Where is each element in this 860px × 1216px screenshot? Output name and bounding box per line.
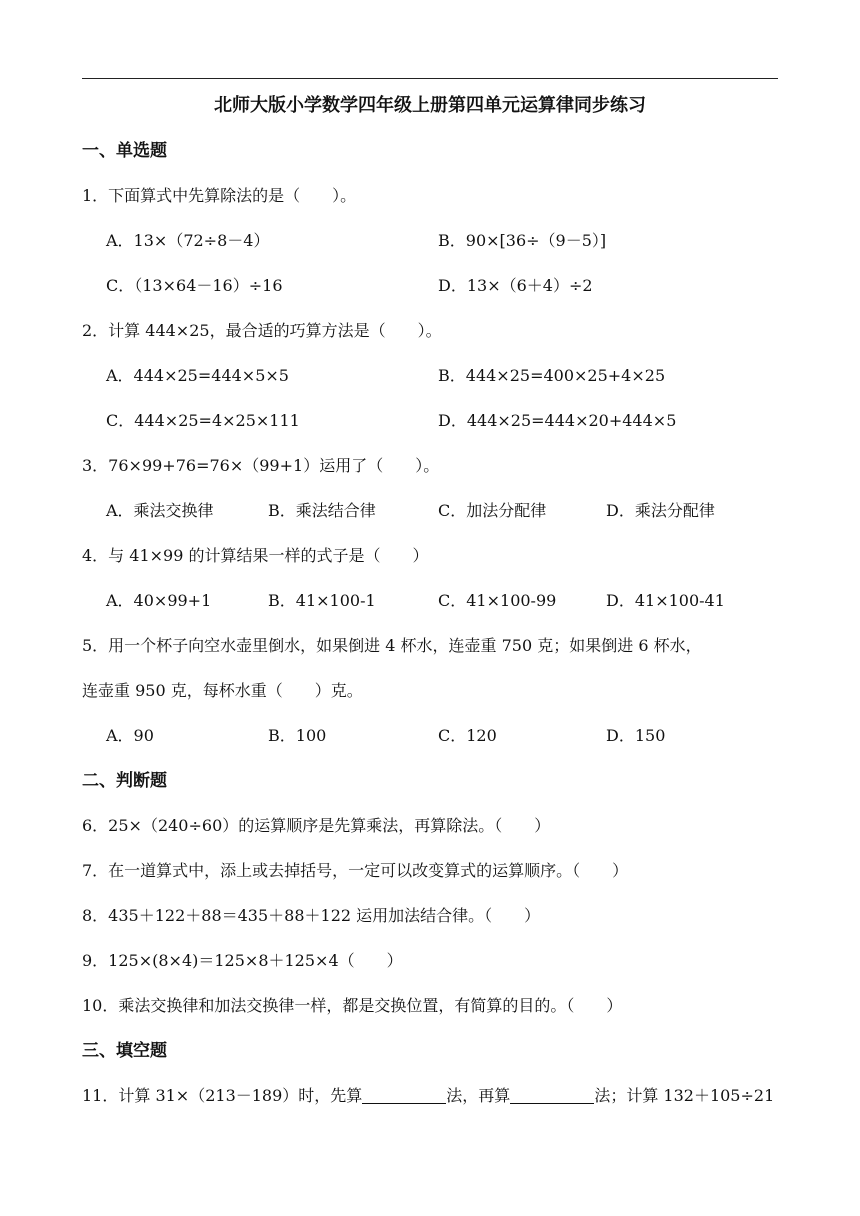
question-7: 7．在一道算式中，添上或去掉括号，一定可以改变算式的运算顺序。（ ） <box>82 861 629 880</box>
answer-blank-2[interactable] <box>510 1087 594 1104</box>
question-9: 9．125×(8×4)＝125×8＋125×4（ ） <box>82 951 403 970</box>
option-a: A．40×99+1 <box>106 591 212 610</box>
question-5-stem-line-2: 连壶重 950 克，每杯水重（ ）克。 <box>82 681 363 700</box>
question-8: 8．435＋122＋88＝435＋88＋122 运用加法结合律。（ ） <box>82 906 541 925</box>
section-heading-fill-blank: 三、填空题 <box>82 1041 167 1061</box>
option-c: C．444×25=4×25×111 <box>106 411 300 430</box>
question-1-stem: 1．下面算式中先算除法的是（ ）。 <box>82 186 357 205</box>
question-2-options <box>106 410 786 432</box>
question-11 <box>82 1085 782 1107</box>
option-c: C．（13×64－16）÷16 <box>106 276 283 295</box>
question-11-part-3: 法；计算 132＋105÷21 <box>594 1086 775 1105</box>
option-a: A．13×（72÷8－4） <box>106 231 270 250</box>
option-c: C．加法分配律 <box>438 501 547 520</box>
question-5-options <box>106 725 786 747</box>
question-4-stem: 4．与 41×99 的计算结果一样的式子是（ ） <box>82 546 429 565</box>
page-title: 北师大版小学数学四年级上册第四单元运算律同步练习 <box>214 95 646 116</box>
option-b: B．100 <box>268 726 327 745</box>
question-1-options <box>106 275 786 297</box>
section-heading-single-choice: 一、单选题 <box>82 141 167 161</box>
option-a: A．90 <box>106 726 154 745</box>
question-6: 6．25×（240÷60）的运算顺序是先算乘法，再算除法。（ ） <box>82 816 551 835</box>
section-heading-true-false: 二、判断题 <box>82 771 167 791</box>
option-d: D．150 <box>606 726 666 745</box>
option-d: D．13×（6＋4）÷2 <box>438 276 593 295</box>
answer-blank-1[interactable] <box>362 1087 446 1104</box>
option-c: C．41×100-99 <box>438 591 557 610</box>
question-4-options <box>106 590 786 612</box>
option-b: B．90×[36÷（9－5）] <box>438 231 607 250</box>
question-2-stem: 2．计算 444×25，最合适的巧算方法是（ ）。 <box>82 321 442 340</box>
question-1-options <box>106 230 786 252</box>
option-a: A．乘法交换律 <box>106 501 214 520</box>
option-b: B．444×25=400×25+4×25 <box>438 366 666 385</box>
option-d: D．乘法分配律 <box>606 501 715 520</box>
option-b: B．41×100-1 <box>268 591 376 610</box>
option-c: C．120 <box>438 726 497 745</box>
question-10: 10．乘法交换律和加法交换律一样，都是交换位置，有简算的目的。（ ） <box>82 996 623 1015</box>
question-3-stem: 3．76×99+76=76×（99+1）运用了（ ）。 <box>82 456 440 475</box>
option-d: D．41×100-41 <box>606 591 725 610</box>
header-rule <box>82 78 778 79</box>
question-11-part-2: 法，再算 <box>446 1086 511 1105</box>
option-b: B．乘法结合律 <box>268 501 376 520</box>
option-d: D．444×25=444×20+444×5 <box>438 411 677 430</box>
question-11-part-1: 11．计算 31×（213－189）时，先算 <box>82 1086 363 1105</box>
question-5-stem-line-1: 5．用一个杯子向空水壶里倒水，如果倒进 4 杯水，连壶重 750 克；如果倒进 6 杯水， <box>82 636 702 655</box>
option-a: A．444×25=444×5×5 <box>106 366 289 385</box>
question-3-options <box>106 500 786 522</box>
question-2-options <box>106 365 786 387</box>
